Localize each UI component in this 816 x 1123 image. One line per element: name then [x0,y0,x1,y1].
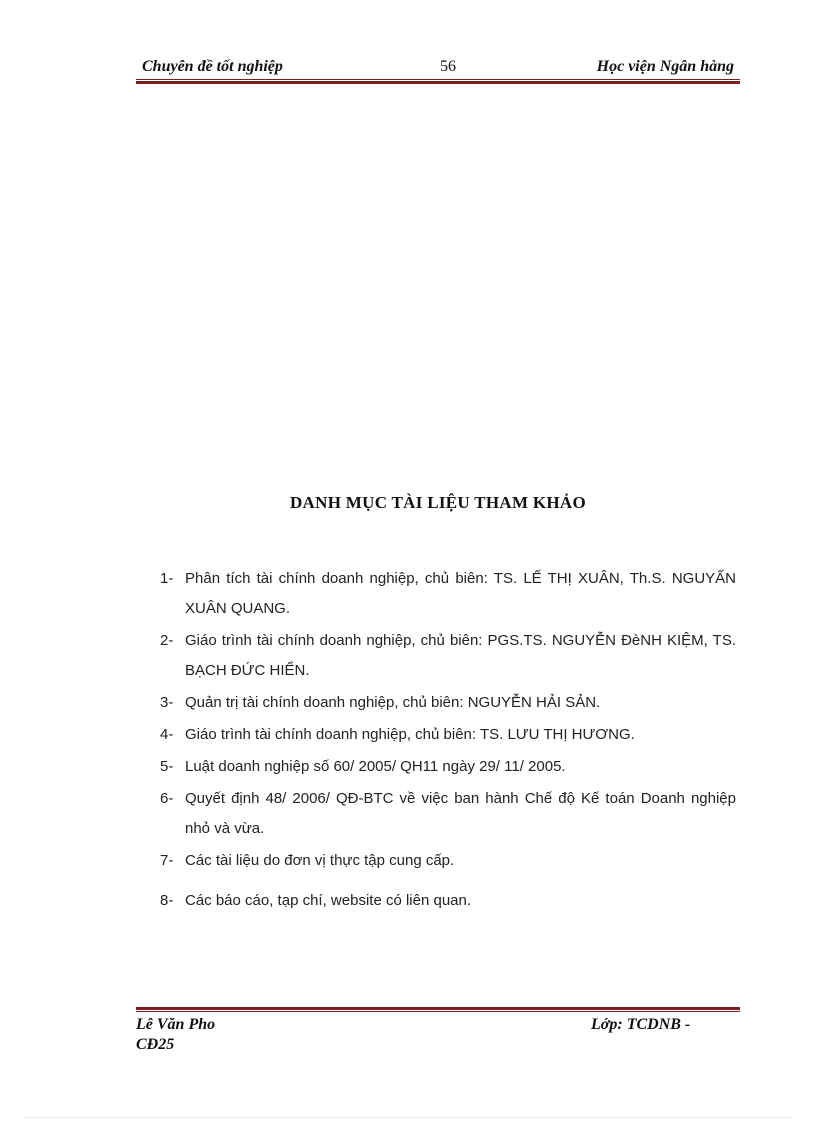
reference-number: 8- [160,892,174,909]
reference-text: Quyết định 48/ 2006/ QĐ-BTC về việc ban hành Chế độ Kế toán Doanh nghiệp nhỏ và vừa. [185,790,736,837]
footer-class-continued: CĐ25 [136,1036,175,1053]
reference-item [160,720,736,750]
reference-item [160,626,736,686]
references-title: DANH MỤC TÀI LIỆU THAM KHẢO [289,493,587,512]
footer-class: Lớp: TCDNB - [591,1016,691,1033]
reference-text: Giáo trình tài chính doanh nghiệp, chủ biên: PGS.TS. NGUYỄN ĐèNH KIỆM, TS. BẠCH ĐỨC HIỂN. [185,632,736,679]
reference-number: 7- [160,852,174,869]
page-number: 56 [440,58,456,75]
reference-text: Phân tích tài chính doanh nghiệp, chủ biên: TS. LẾ THỊ XUÂN, Th.S. NGUYẤN XUÂN QUANG. [185,570,736,617]
footer-author-block [136,1015,215,1055]
page-header [136,58,740,80]
reference-text: Quản trị tài chính doanh nghiệp, chủ biên: NGUYỄN HẢI SẢN. [185,694,601,711]
header-thesis-label: Chuyên đề tốt nghiệp [142,58,283,75]
header-institution: Học viện Ngân hàng [596,58,734,75]
reference-item [160,752,736,782]
reference-text: Giáo trình tài chính doanh nghiệp, chủ biên: TS. LƯU THỊ HƯƠNG. [185,726,635,743]
header-rule [136,79,740,84]
footer-author: Lê Văn Pho [136,1016,216,1033]
reference-number: 1- [160,570,174,587]
reference-item [160,688,736,718]
reference-text: Các tài liệu do đơn vị thực tập cung cấp. [185,852,455,869]
reference-item [160,564,736,624]
reference-text: Luật doanh nghiệp số 60/ 2005/ QH11 ngày 29/ 11/ 2005. [185,758,566,775]
reference-item [160,784,736,844]
page-bottom-border [25,1117,791,1118]
reference-number: 6- [160,790,174,807]
reference-number: 5- [160,758,174,775]
footer-rule [136,1006,740,1012]
references-list [160,564,736,916]
reference-number: 2- [160,632,174,649]
reference-item [160,846,736,876]
reference-item [160,886,736,916]
reference-number: 4- [160,726,174,743]
reference-text: Các báo cáo, tạp chí, website có liên quan. [185,892,472,909]
reference-number: 3- [160,694,174,711]
